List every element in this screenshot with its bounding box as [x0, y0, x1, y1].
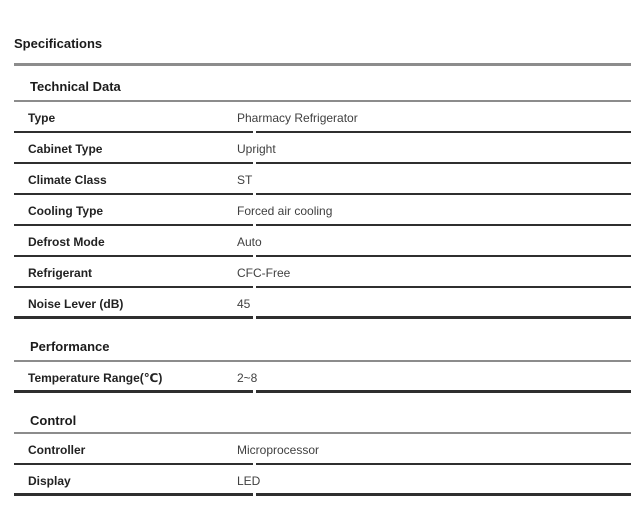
section-heading-performance: Performance	[30, 339, 110, 354]
spec-row-display	[14, 465, 631, 496]
spec-label: Display	[28, 473, 71, 488]
spec-value: 45	[237, 296, 251, 311]
spec-label: Refrigerant	[28, 265, 93, 280]
spec-row-refrigerant	[14, 257, 631, 288]
spec-label: Cooling Type	[28, 203, 104, 218]
row-divider-segment	[256, 493, 631, 496]
row-divider-segment	[14, 316, 253, 319]
row-divider-segment	[256, 390, 631, 393]
spec-row-controller	[14, 434, 631, 465]
section-technical-data	[14, 80, 631, 319]
spec-label: Defrost Mode	[28, 234, 105, 249]
spec-label: Cabinet Type	[28, 141, 103, 156]
section-heading-technical-data: Technical Data	[30, 79, 121, 94]
spec-value: Auto	[237, 234, 262, 249]
spec-value: ST	[237, 172, 253, 187]
specifications-page	[14, 0, 631, 496]
spec-value: 2~8	[237, 370, 258, 385]
section-heading-control: Control	[30, 413, 77, 428]
spec-label: Climate Class	[28, 172, 107, 187]
spec-row-temperature-range	[14, 362, 631, 393]
spec-value: Microprocessor	[237, 442, 320, 457]
spec-label: Temperature Range(℃)	[28, 370, 163, 385]
spec-value: Upright	[237, 141, 276, 156]
spec-label: Controller	[28, 442, 86, 457]
spec-label: Noise Lever (dB)	[28, 296, 124, 311]
title-divider	[14, 63, 631, 66]
spec-row-cabinet-type	[14, 133, 631, 164]
spec-value: LED	[237, 473, 261, 488]
row-divider-segment	[14, 390, 253, 393]
row-divider-segment	[256, 316, 631, 319]
spec-value: CFC-Free	[237, 265, 291, 280]
spec-value: Forced air cooling	[237, 203, 333, 218]
section-performance	[14, 340, 631, 393]
spec-row-defrost-mode	[14, 226, 631, 257]
row-divider-segment	[14, 493, 253, 496]
spec-row-noise-level	[14, 288, 631, 319]
spec-label: Type	[28, 110, 56, 125]
spec-row-climate-class	[14, 164, 631, 195]
page-title: Specifications	[14, 36, 103, 51]
section-control	[14, 414, 631, 496]
spec-value: Pharmacy Refrigerator	[237, 110, 358, 125]
spec-row-type	[14, 102, 631, 133]
spec-row-cooling-type	[14, 195, 631, 226]
